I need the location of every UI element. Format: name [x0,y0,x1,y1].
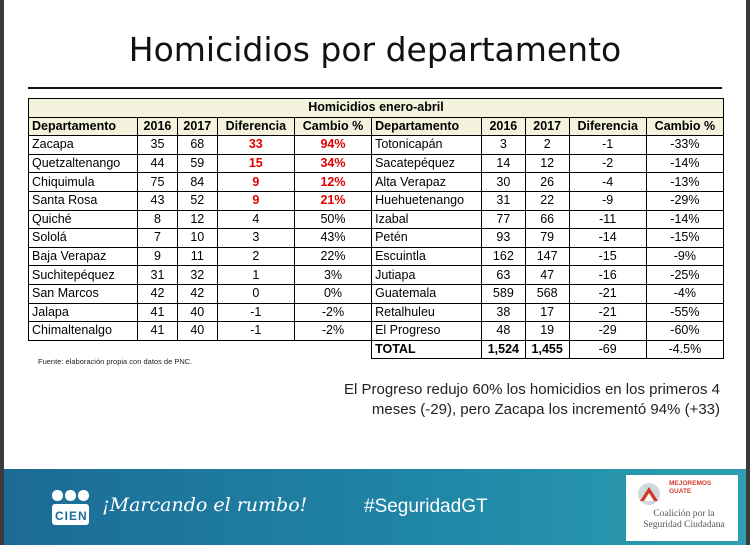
department-cell: Suchitepéquez [29,266,138,285]
table-row [29,210,724,229]
table-group-header-row [29,99,724,118]
title-divider [28,87,722,89]
difference-cell: 33 [217,136,294,155]
department-cell: Alta Verapaz [372,173,482,192]
coalition-badge-brand: MEJOREMOS GUATE [669,480,712,495]
change-cell: -2% [294,322,371,341]
difference-cell: 9 [217,173,294,192]
value-cell: 32 [177,266,217,285]
total-value: 1,455 [525,340,569,359]
value-cell: 26 [525,173,569,192]
difference-cell: 4 [217,210,294,229]
value-cell: 147 [525,247,569,266]
department-cell: Guatemala [372,284,482,303]
table-row [29,136,724,155]
department-cell: Escuintla [372,247,482,266]
column-header: Diferencia [569,117,646,136]
change-cell: -55% [646,303,723,322]
value-cell: 79 [525,229,569,248]
department-cell: Quiché [29,210,138,229]
change-cell: 12% [294,173,371,192]
difference-cell: -21 [569,303,646,322]
difference-cell: -16 [569,266,646,285]
value-cell: 568 [525,284,569,303]
difference-cell: 0 [217,284,294,303]
department-cell: Huehuetenango [372,191,482,210]
value-cell: 84 [177,173,217,192]
difference-cell: -21 [569,284,646,303]
value-cell: 42 [138,284,178,303]
change-cell: 94% [294,136,371,155]
value-cell: 66 [525,210,569,229]
difference-cell: 1 [217,266,294,285]
difference-cell: -29 [569,322,646,341]
value-cell: 77 [481,210,525,229]
summary-note-line: meses (-29), pero Zacapa los incrementó 94% (+33) [371,401,720,418]
value-cell: 2 [525,136,569,155]
change-cell: -25% [646,266,723,285]
value-cell: 63 [481,266,525,285]
value-cell: 40 [177,303,217,322]
footer-bar [4,469,746,545]
table-row [29,154,724,173]
change-cell: -29% [646,191,723,210]
difference-cell: -2 [569,154,646,173]
value-cell: 44 [138,154,178,173]
change-cell: -15% [646,229,723,248]
page-title: Homicidios por departamento [128,30,622,69]
value-cell: 8 [138,210,178,229]
department-cell: El Progreso [372,322,482,341]
value-cell: 17 [525,303,569,322]
change-cell: -4% [646,284,723,303]
summary-note-line: El Progreso redujo 60% los homicidios en los primeros 4 [343,381,720,398]
value-cell: 38 [481,303,525,322]
difference-cell: -11 [569,210,646,229]
value-cell: 12 [525,154,569,173]
column-header: Departamento [372,117,482,136]
value-cell: 22 [525,191,569,210]
difference-cell: -1 [217,303,294,322]
value-cell: 41 [138,322,178,341]
department-cell: Sacatepéquez [372,154,482,173]
total-value: 1,524 [481,340,525,359]
difference-cell: -14 [569,229,646,248]
change-cell: -9% [646,247,723,266]
value-cell: 43 [138,191,178,210]
value-cell: 14 [481,154,525,173]
value-cell: 19 [525,322,569,341]
change-cell: -2% [294,303,371,322]
column-header: Cambio % [646,117,723,136]
value-cell: 31 [481,191,525,210]
homicides-table [28,98,724,359]
table-row [29,173,724,192]
table-header-row [29,117,724,136]
value-cell: 40 [177,322,217,341]
value-cell: 47 [525,266,569,285]
department-cell: Sololá [29,229,138,248]
change-cell: 22% [294,247,371,266]
change-cell: -14% [646,210,723,229]
footer-slogan: ¡Marcando el rumbo! [102,494,308,516]
change-cell: 0% [294,284,371,303]
difference-cell: -15 [569,247,646,266]
change-cell: -60% [646,322,723,341]
value-cell: 31 [138,266,178,285]
table-group-header: Homicidios enero-abril [29,99,724,118]
cien-logo-text: CIEN [55,509,88,523]
department-cell: Quetzaltenango [29,154,138,173]
department-cell: Chimaltenalgo [29,322,138,341]
table-row [29,322,724,341]
column-header: Departamento [29,117,138,136]
change-cell: 43% [294,229,371,248]
change-cell: 50% [294,210,371,229]
department-cell: Petén [372,229,482,248]
footer-hashtag: #SeguridadGT [364,496,488,517]
change-cell: -13% [646,173,723,192]
table-row [29,284,724,303]
value-cell: 7 [138,229,178,248]
difference-cell: -4 [569,173,646,192]
value-cell: 162 [481,247,525,266]
table-row [29,266,724,285]
change-cell: 34% [294,154,371,173]
table-body [29,136,724,359]
difference-cell: -1 [569,136,646,155]
table-row [29,229,724,248]
summary-note [300,380,720,420]
department-cell: Chiquimula [29,173,138,192]
value-cell: 59 [177,154,217,173]
source-note: Fuente: elaboración propia con datos de PNC. [38,357,193,366]
column-header: 2017 [525,117,569,136]
value-cell: 41 [138,303,178,322]
value-cell: 10 [177,229,217,248]
value-cell: 75 [138,173,178,192]
column-header: Cambio % [294,117,371,136]
slide [4,0,746,545]
difference-cell: -1 [217,322,294,341]
difference-cell: 15 [217,154,294,173]
column-header: 2016 [138,117,178,136]
department-cell: Jutiapa [372,266,482,285]
total-value: -69 [569,340,646,359]
department-cell: San Marcos [29,284,138,303]
department-cell: Jalapa [29,303,138,322]
value-cell: 52 [177,191,217,210]
change-cell: -14% [646,154,723,173]
difference-cell: 2 [217,247,294,266]
value-cell: 68 [177,136,217,155]
table-row [29,247,724,266]
department-cell: Totonicapán [372,136,482,155]
value-cell: 35 [138,136,178,155]
value-cell: 42 [177,284,217,303]
value-cell: 3 [481,136,525,155]
column-header: Diferencia [217,117,294,136]
value-cell: 93 [481,229,525,248]
coalition-badge-text: Coalición por la Seguridad Ciudadana [643,509,725,530]
value-cell: 589 [481,284,525,303]
coalition-badge [626,475,738,541]
total-label: TOTAL [372,340,482,359]
value-cell: 9 [138,247,178,266]
value-cell: 30 [481,173,525,192]
value-cell: 12 [177,210,217,229]
department-cell: Izabal [372,210,482,229]
total-value: -4.5% [646,340,723,359]
department-cell: Santa Rosa [29,191,138,210]
table-row [29,191,724,210]
department-cell: Zacapa [29,136,138,155]
change-cell: 3% [294,266,371,285]
department-cell: Retalhuleu [372,303,482,322]
difference-cell: -9 [569,191,646,210]
column-header: 2016 [481,117,525,136]
difference-cell: 3 [217,229,294,248]
change-cell: 21% [294,191,371,210]
table-row [29,303,724,322]
value-cell: 11 [177,247,217,266]
coalition-logo-icon [634,481,664,507]
column-header: 2017 [177,117,217,136]
value-cell: 48 [481,322,525,341]
difference-cell: 9 [217,191,294,210]
change-cell: -33% [646,136,723,155]
department-cell: Baja Verapaz [29,247,138,266]
